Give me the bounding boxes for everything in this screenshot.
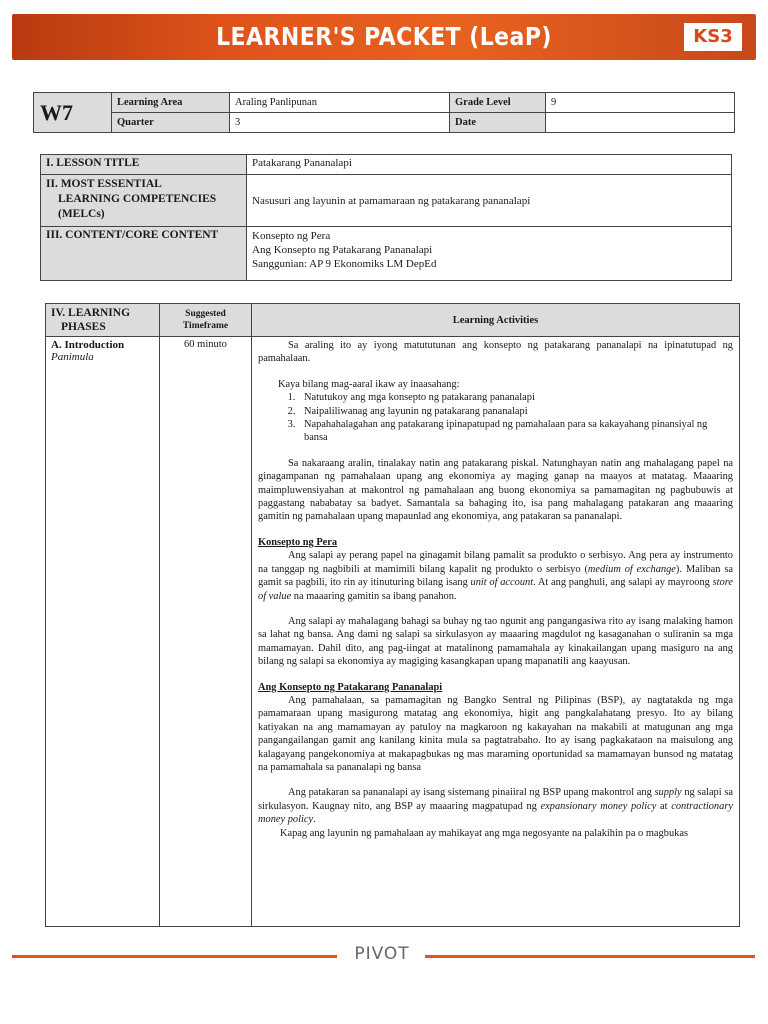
melc-label-line: (MELCs) xyxy=(58,208,105,220)
melc-value: Nasusuri ang layunin at pamamaraan ng patakarang pananalapi xyxy=(247,175,732,227)
phases-header-line: PHASES xyxy=(61,321,106,333)
melc-label-line: LEARNING COMPETENCIES xyxy=(58,193,217,205)
learning-area-label: Learning Area xyxy=(112,93,230,113)
melc-label xyxy=(41,175,247,227)
activities-cell xyxy=(252,337,740,927)
phase-cell xyxy=(46,337,160,927)
lesson-title-label: I. LESSON TITLE xyxy=(41,155,247,175)
phase-name: A. Introduction xyxy=(51,339,125,351)
objectives-list xyxy=(258,391,733,445)
learning-phases-table xyxy=(45,303,740,927)
text-run: ). Maliban sa gamit sa pagbili, ito rin ay itinuturing bilang isang xyxy=(258,563,733,589)
text-run: at xyxy=(656,800,672,812)
italic-term: medium of exchange xyxy=(587,563,676,575)
section-heading: Konsepto ng Pera xyxy=(258,536,338,548)
activity-paragraph: Sa araling ito ay iyong matututunan ang konsepto ng patakarang pananalapi na ipinatutupad ng pamahalaan. xyxy=(258,340,733,365)
content-line: Konsepto ng Pera xyxy=(252,230,331,242)
date-value xyxy=(546,113,735,133)
activity-paragraph xyxy=(258,786,733,826)
timeframe-cell: 60 minuto xyxy=(160,337,252,927)
content-line: Ang Konsepto ng Patakarang Pananalapi xyxy=(252,244,433,256)
list-item: 2. Naipaliliwanag ang layunin ng patakarang pananalapi xyxy=(298,405,733,418)
section-heading: Ang Konsepto ng Patakarang Pananalapi xyxy=(258,681,443,693)
header-table xyxy=(33,92,735,133)
content-line: Sanggunian: AP 9 Ekonomiks LM DepEd xyxy=(252,258,437,270)
text-run: ng salapi sa sirkulasyon. Kaugnay nito, ang BSP ay maaaring magpatupad ng xyxy=(258,787,733,812)
italic-term: contractionary money policy xyxy=(258,800,733,826)
text-run: Ang salapi ay perang papel na ginagamit bilang pamalit sa produkto o serbisyo. Ang pera ay instrumento na tanggap ng nagbibili at mamimili bilang kapalit ng produkto o serbisyo ( xyxy=(258,550,733,575)
list-item: 3. Napahahalagahan ang patakarang ipinapatupad ng pamahalaan para sa kakayahang pinansiyal ng bansa xyxy=(298,418,733,445)
activity-paragraph xyxy=(258,549,733,603)
timeframe-column-header xyxy=(160,304,252,337)
text-run: . At ang panghuli, ang salapi ay mayroong xyxy=(533,577,713,589)
activity-paragraph: Sa nakaraang aralin, tinalakay natin ang patakarang piskal. Natunghayan natin ang mahalagang papel na ginagampanan ng pamahalaan upang ang ekonomiya ay maging ganap na maayos at matatag. Maaaring maimpluwensiyahan at makontrol ng pamahalaan ang buong ekonomiya sa pamamagitan ng pagbubuwis at paggastang nababatay sa badyet. Samantala sa bahaging ito, isa pang mahalagang patakaran ang maaaring gamitin ng pamahalaan upang mapaunlad ang ekonomiya, ang patakaran sa pananalapi. xyxy=(258,457,733,523)
timeframe-header-line: Timeframe xyxy=(182,321,229,331)
italic-term: unit of account xyxy=(470,577,534,589)
key-stage-badge: KS3 xyxy=(684,23,742,51)
content-value xyxy=(247,227,732,281)
lesson-table xyxy=(40,154,732,281)
text-run: na maaaring gamitin sa ibang panahon. xyxy=(291,590,457,602)
banner-title: LEARNER'S PACKET (LeaP) xyxy=(216,22,552,51)
footer-rule-left xyxy=(12,955,337,958)
text-run: . xyxy=(313,814,316,826)
date-label: Date xyxy=(450,113,546,133)
objectives-intro: Kaya bilang mag-aaral ikaw ay inaasahang: xyxy=(278,378,460,390)
grade-level-value: 9 xyxy=(546,93,735,113)
phases-column-header xyxy=(46,304,160,337)
timeframe-header-line: Suggested xyxy=(185,309,226,319)
phases-header-line: IV. LEARNING xyxy=(51,307,131,319)
phase-subtitle: Panimula xyxy=(51,351,94,363)
content-label: III. CONTENT/CORE CONTENT xyxy=(41,227,247,281)
pivot-logo: PIVOT xyxy=(354,944,410,964)
packet-banner xyxy=(12,14,756,60)
activity-paragraph: Ang salapi ay mahalagang bahagi sa buhay ng tao ngunit ang pangangasiwa rito ay isang malaking hamon sa lahat ng bansa. Ang dami ng salapi sa sirkulasyon ay maaaring magdulot ng kasaganahan o suliranin sa mga mamamayan. Dahil dito, ang pag-iingat at matalinong pamamahala ay kinakailangan upang masiguro na ang bilang ng salapi sa ekonomiya ay magiging kasangkapan upang mapanatili ang kaayusan. xyxy=(258,615,733,668)
activity-paragraph: Kapag ang layunin ng pamahalaan ay mahikayat ang mga negosyante na palakihin pa o magbukas xyxy=(280,827,688,839)
quarter-value: 3 xyxy=(230,113,450,133)
list-item: 1. Natutukoy ang mga konsepto ng patakarang pananalapi xyxy=(298,391,733,404)
quarter-label: Quarter xyxy=(112,113,230,133)
lesson-title-value: Patakarang Pananalapi xyxy=(247,155,732,175)
grade-level-label: Grade Level xyxy=(450,93,546,113)
italic-term: store of value xyxy=(258,577,734,602)
italic-term: supply xyxy=(654,787,682,799)
learning-area-value: Araling Panlipunan xyxy=(230,93,450,113)
week-label: W7 xyxy=(34,93,112,133)
activities-column-header: Learning Activities xyxy=(252,304,740,337)
melc-label-line: II. MOST ESSENTIAL xyxy=(46,178,162,190)
italic-term: expansionary money policy xyxy=(540,800,657,812)
footer-rule-right xyxy=(425,955,755,958)
text-run: Ang patakaran sa pananalapi ay isang sistemang pinaiiral ng BSP upang makontrol ang xyxy=(288,787,655,799)
activity-paragraph: Ang pamahalaan, sa pamamagitan ng Bangko Sentral ng Pilipinas (BSP), ay nagtatakda ng mga pamamaraan upang masigurong matatag ang ekonomiya, higit ang pangkalahatang presyo. Ito ay bilang katiyakan na ang mamamayan ay patuloy na magkaroon ng kakayahan na makabili at matugunan ang mga pangangailangan gamit ang kanilang kinita mula sa pagtatrabaho. Ito ay isang pagkakataon na maisulong ang kalagayang pangekonomiya at makapagbukas ng mas maraming oportunidad sa mamamayan bunsod ng matatag na pamamahala sa pananalapi ng bansa xyxy=(258,694,733,773)
